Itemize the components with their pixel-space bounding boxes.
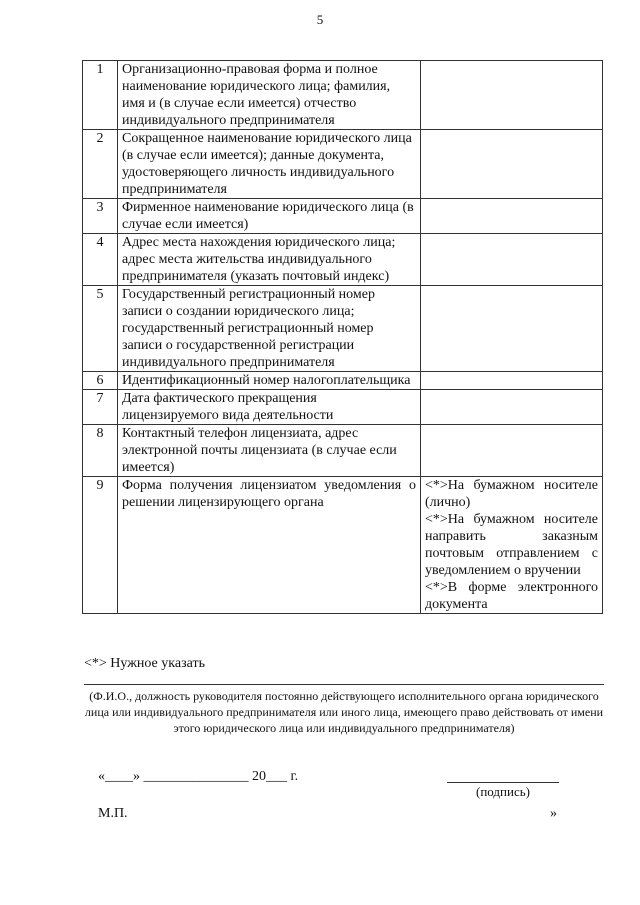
table-row: [83, 477, 603, 614]
row-label: Адрес места нахождения юридического лица; адрес места жительства индивидуального предпринимателя (указать почтовый индекс): [118, 234, 421, 286]
row-value[interactable]: [421, 390, 603, 425]
row-number: 8: [83, 425, 118, 477]
row-label: Дата фактического прекращения лицензируемого вида деятельности: [118, 390, 421, 425]
row-value[interactable]: [421, 425, 603, 477]
table-row: [83, 130, 603, 199]
row-number: 5: [83, 286, 118, 372]
row-value[interactable]: [421, 286, 603, 372]
license-info-table: [82, 60, 603, 614]
table-row: [83, 61, 603, 130]
row-number: 2: [83, 130, 118, 199]
table-row: [83, 390, 603, 425]
row-number: 4: [83, 234, 118, 286]
row-value[interactable]: [421, 234, 603, 286]
row-number: 1: [83, 61, 118, 130]
delivery-option-paper-mail[interactable]: <*>На бумажном носителе направить заказным почтовым отправлением с уведомлением о вручении: [425, 512, 598, 578]
signatory-caption: (Ф.И.О., должность руководителя постоянно действующего исполнительного органа юридического лица или индивидуального предпринимателя или иного лица, имеющего право действовать от имени этого юридического лица или индивидуального предпринимателя): [84, 689, 604, 735]
delivery-option-paper-personal[interactable]: <*>На бумажном носителе (лично): [425, 478, 598, 510]
table-row: [83, 286, 603, 372]
table-row: [83, 234, 603, 286]
row-label: Сокращенное наименование юридического лица (в случае если имеется); данные документа, удостоверяющего личность индивидуального предпринимателя: [118, 130, 421, 199]
row-number: 6: [83, 372, 118, 390]
footnote: <*> Нужное указать: [84, 656, 205, 671]
row-label: Организационно-правовая форма и полное наименование юридического лица; фамилия, имя и (в случае если имеется) отчество индивидуального предпринимателя: [118, 61, 421, 130]
row-label: Фирменное наименование юридического лица (в случае если имеется): [118, 199, 421, 234]
row-label: Контактный телефон лицензиата, адрес электронной почты лицензиата (в случае если имеется): [118, 425, 421, 477]
row-number: 3: [83, 199, 118, 234]
table-row: [83, 372, 603, 390]
page-number: 5: [316, 12, 324, 27]
row-label: Государственный регистрационный номер записи о создании юридического лица; государственный регистрационный номер записи о государственной регистрации индивидуального предпринимателя: [118, 286, 421, 372]
stamp-place: М.П.: [98, 806, 128, 821]
row-label: Форма получения лицензиатом уведомления о решении лицензирующего органа: [118, 477, 421, 614]
signatory-line[interactable]: [84, 684, 604, 685]
row-number: 9: [83, 477, 118, 614]
delivery-option-electronic[interactable]: <*>В форме электронного документа: [425, 580, 598, 612]
date-line[interactable]: «____» _______________ 20___ г.: [98, 769, 299, 784]
closing-quote: »: [550, 806, 557, 821]
row-number: 7: [83, 390, 118, 425]
table-row: [83, 199, 603, 234]
row-value: [421, 477, 603, 614]
row-label: Идентификационный номер налогоплательщика: [118, 372, 421, 390]
row-value[interactable]: [421, 372, 603, 390]
row-value[interactable]: [421, 61, 603, 130]
signature-caption: (подпись): [476, 784, 530, 799]
row-value[interactable]: [421, 130, 603, 199]
row-value[interactable]: [421, 199, 603, 234]
table-row: [83, 425, 603, 477]
signature-line[interactable]: [447, 782, 559, 783]
